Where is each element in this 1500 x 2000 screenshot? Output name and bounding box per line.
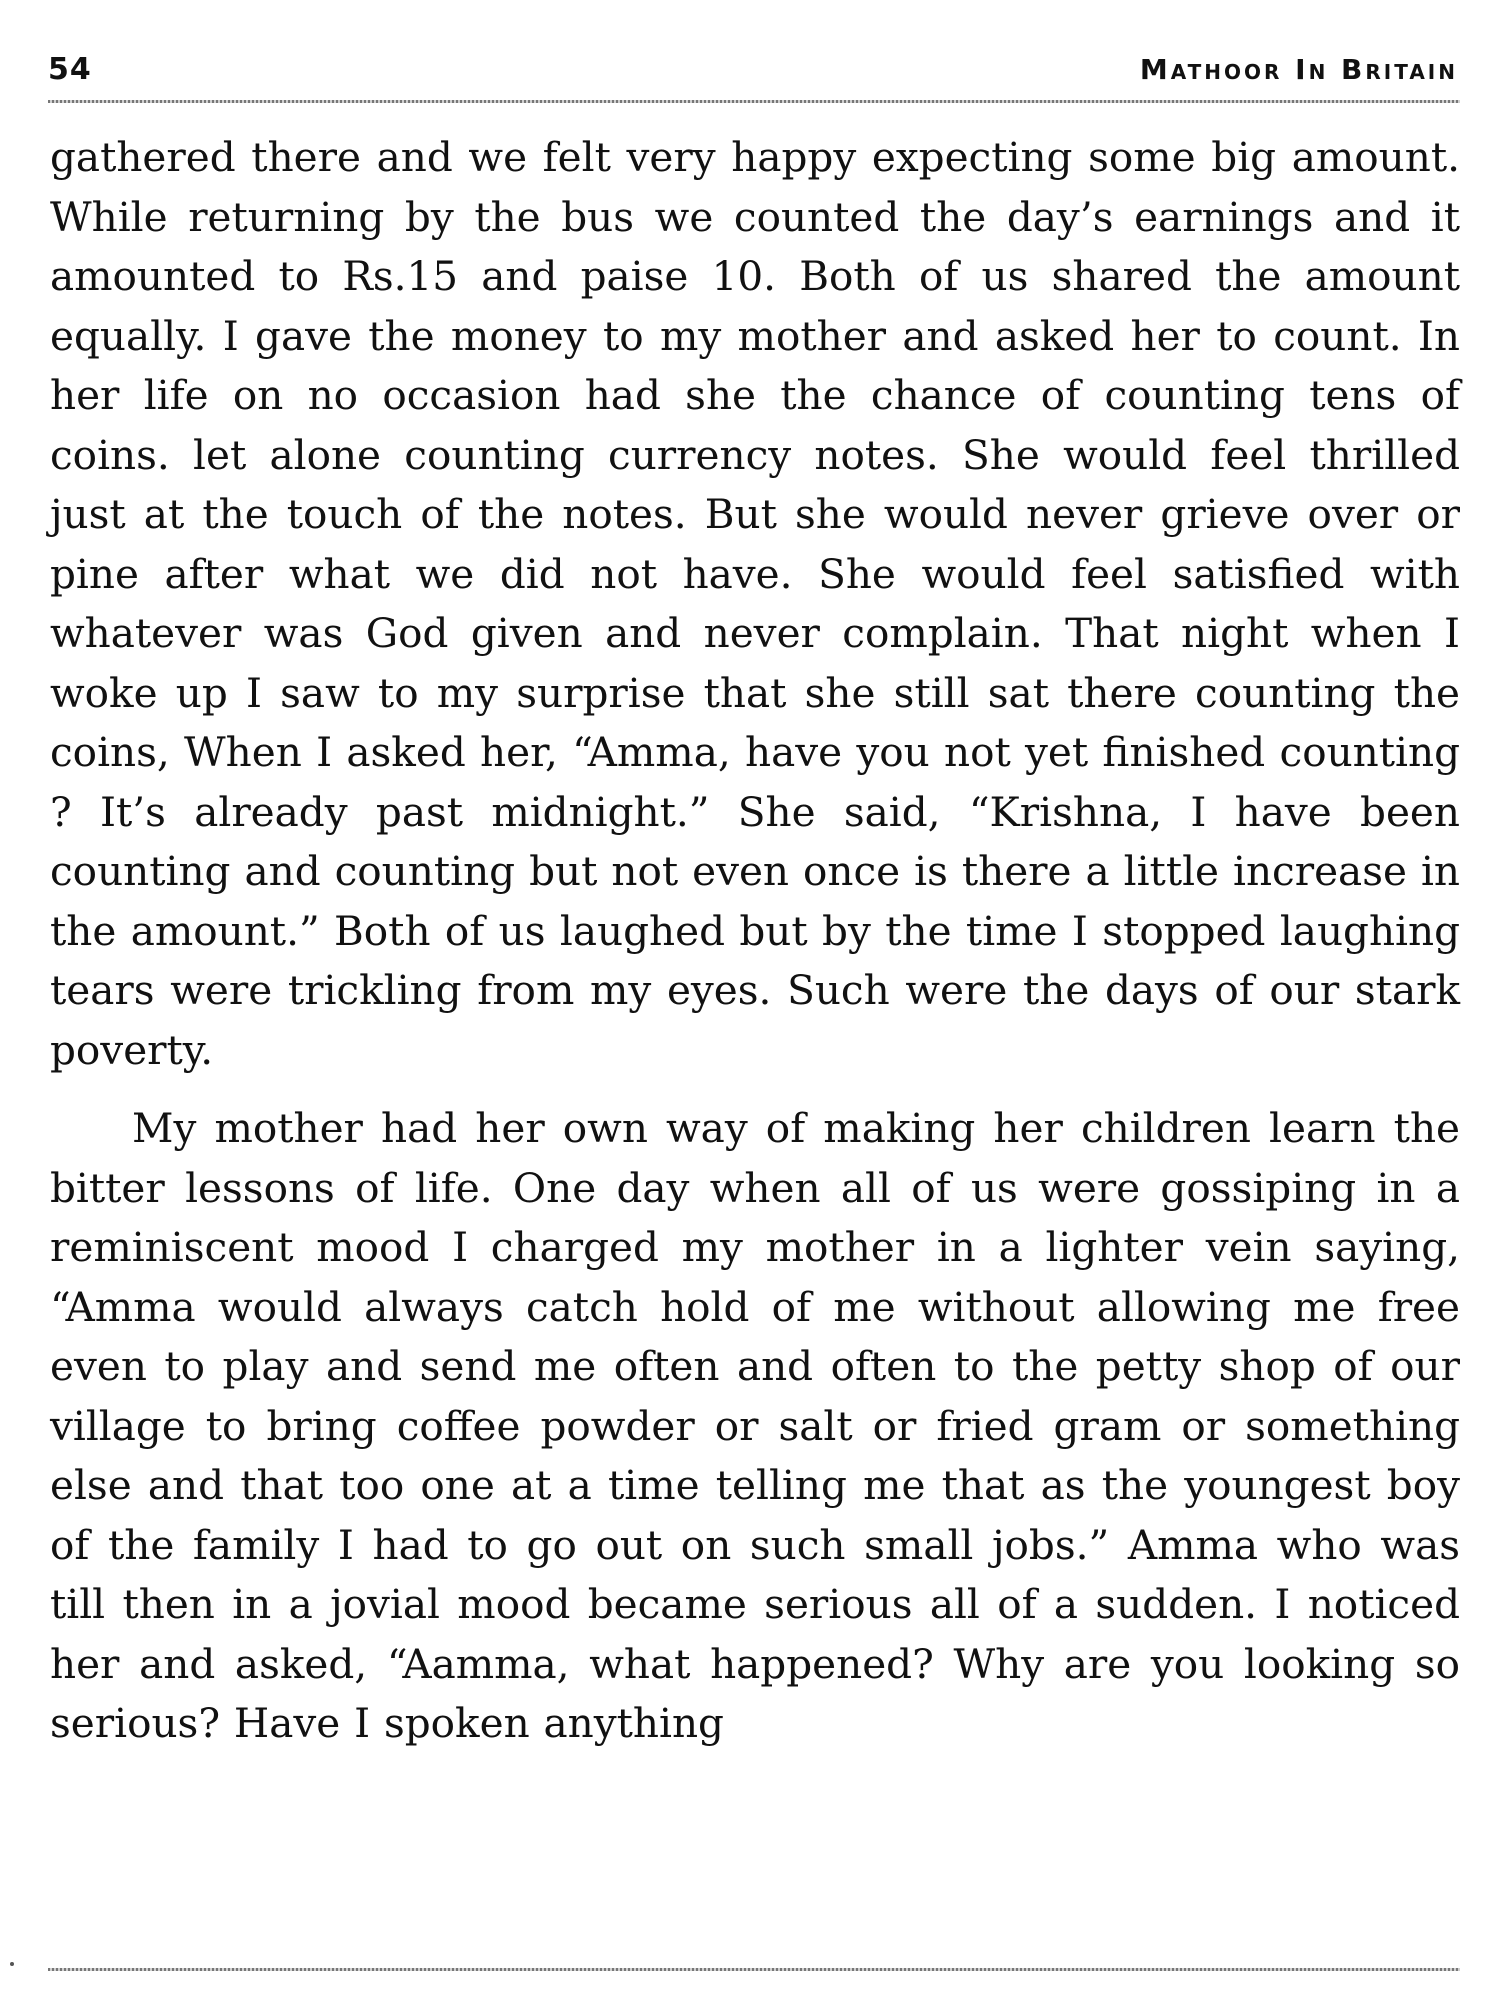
paragraph-1: gathered there and we felt very happy expecting some big amount. While returning by the bus we counted the day’s earnings and it amounted to Rs.15 and paise 10. Both of us shared the amount equally. I gave the money to my mother and asked her to count. In her life on no occasion had she the chance of counting tens of coins. let alone counting currency notes. She would feel thrilled just at the touch of the notes. But she would never grieve over or pine after what we did not have. She would feel satisfied with whatever was God given and never complain. That night when I woke up I saw to my surprise that she still sat there counting the coins, When I asked her, “Amma, have you not yet finished counting ? It’s already past midnight.” She said, “Krishna, I have been counting and counting but not even once is there a little increase in the amount.” Both of us laughed but by the time I stopped laughing tears were trickling from my eyes. Such were the days of our stark poverty. bbox=[50, 133, 1460, 1074]
footer-divider bbox=[48, 1968, 1460, 1971]
scan-speck bbox=[10, 1962, 14, 1966]
header-divider bbox=[48, 100, 1460, 103]
body-text bbox=[50, 128, 1460, 1754]
paragraph-2: My mother had her own way of making her children learn the bitter lessons of life. One day when all of us were gossiping in a reminiscent mood I charged my mother in a lighter vein saying, “Amma would always catch hold of me without allowing me free even to play and send me often and often to the petty shop of our village to bring coffee powder or salt or fried gram or something else and that too one at a time telling me that as the youngest boy of the family I had to go out on such small jobs.” Amma who was till then in a jovial mood became serious all of a sudden. I noticed her and asked, “Aamma, what happened? Why are you looking so serious? Have I spoken anything bbox=[50, 1104, 1460, 1747]
running-title: Mathoor In Britain bbox=[1139, 52, 1458, 86]
page-header bbox=[48, 44, 1458, 94]
page-number: 54 bbox=[48, 51, 92, 87]
